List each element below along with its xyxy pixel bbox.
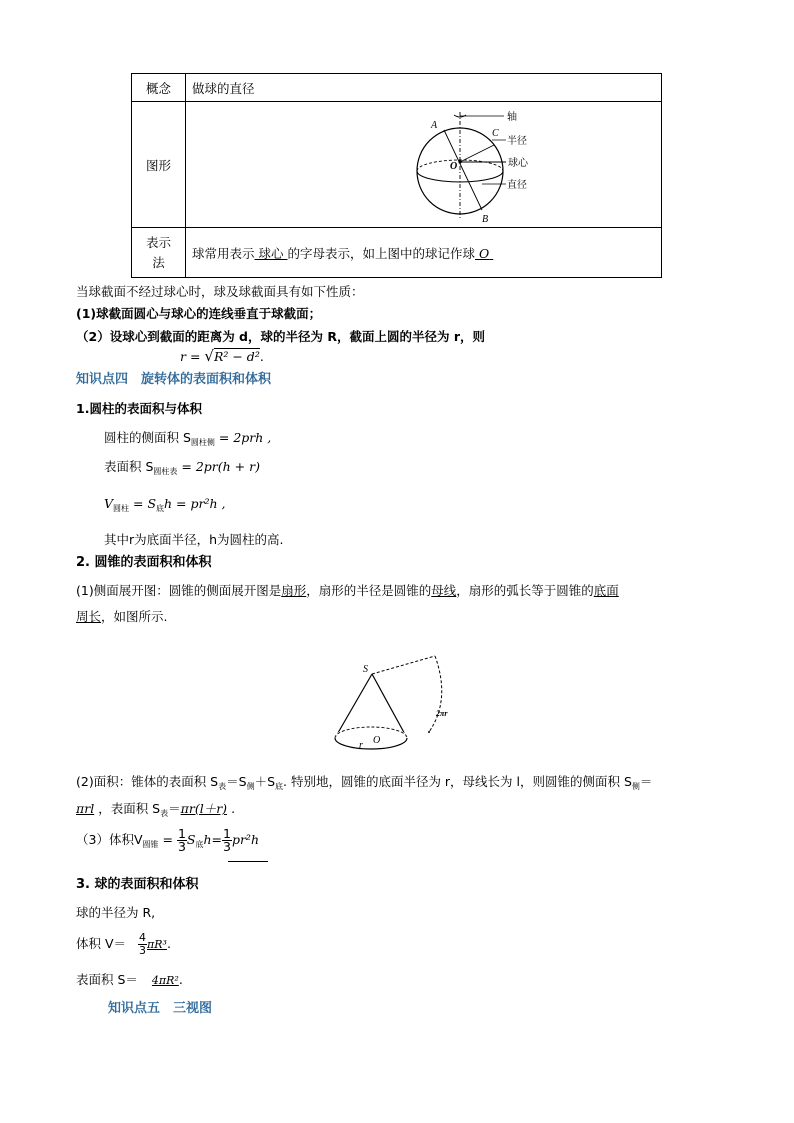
- cone-p2-line2: πrl ，表面积 $S_表=\pi r(l+r)$ .: [76, 801, 236, 818]
- sphere-table: [131, 73, 662, 278]
- blank-sphere-center: 球心: [258, 245, 284, 261]
- cone-label-O: O: [373, 735, 381, 746]
- cone-diagram: [325, 650, 475, 760]
- cyl-note: 其中r为底面半径，h为圆柱的高.: [104, 532, 284, 547]
- blank-sphere-name: O: [479, 245, 490, 261]
- cone-label-r: r: [359, 740, 363, 751]
- cone-volume: （3）体积$V_{圆锥}$ = $\frac{1}{3}$ $S_底h=$ $\frac{1}{3}$ pr²h: [76, 826, 259, 854]
- cyl-volume: $V_{圆柱} = S_底h = pr^2h$ ,: [104, 496, 226, 513]
- kp4-title: 知识点四 旋转体的表面积和体积: [76, 372, 272, 387]
- cone-heading: 2. 圆锥的表面积和体积: [76, 555, 212, 570]
- sphere-surface: 表面积 S＝ 4πR².: [76, 972, 183, 987]
- sphere-heading: 3. 球的表面积和体积: [76, 877, 199, 892]
- row-key-figure: 图形: [132, 102, 186, 228]
- label-B: B: [482, 214, 489, 225]
- cyl-surface: 表面积 $S_{圆柱表} = 2pr(h + r)$: [104, 459, 260, 476]
- label-A: A: [431, 120, 438, 131]
- cyl-lateral: 圆柱的侧面积 $S_{圆柱侧} = 2prh$ ,: [104, 430, 272, 447]
- label-C: C: [492, 128, 499, 139]
- sphere-cut-prop2: （2）设球心到截面的距离为 d，球的半径为 R，截面上圆的半径为 r，则: [76, 329, 485, 344]
- row-key-concept: 概念: [132, 74, 186, 102]
- sphere-diagram: [186, 102, 661, 227]
- sphere-cut-formula: r = √R² − d².: [180, 347, 264, 365]
- cone-label-S: S: [363, 664, 368, 675]
- sphere-radius: 球的半径为 R,: [76, 905, 156, 920]
- cone-label-arc: 2πr: [436, 709, 448, 718]
- sphere-cut-prop1: (1)球截面圆心与球心的连线垂直于球截面；: [76, 306, 322, 321]
- row-key-notation: 表示 法: [132, 228, 186, 278]
- label-axis: 轴: [507, 112, 517, 123]
- cone-p1-line2: 周长，如图所示.: [76, 609, 168, 624]
- cyl-heading: 1.圆柱的表面积与体积: [76, 401, 202, 416]
- cone-volume-underline: [228, 861, 268, 862]
- row-value-notation: 球常用表示 球心 的字母表示，如上图中的球记作球 O: [186, 228, 662, 278]
- label-radius: 半径: [507, 136, 527, 147]
- kp5-title: 知识点五 三视图: [108, 1001, 213, 1016]
- sphere-cut-intro: 当球截面不经过球心时，球及球截面具有如下性质：: [76, 284, 364, 299]
- label-diameter: 直径: [507, 180, 527, 191]
- cone-p2-line1: (2)面积：锥体的表面积 $S_表=S_侧+S_底$. 特别地，圆锥的底面半径为 r，母线长为 l，则圆锥的侧面积 $S_侧=$: [76, 774, 653, 791]
- cone-p1-line1: (1)侧面展开图：圆锥的侧面展开图是扇形，扇形的半径是圆锥的母线，扇形的弧长等于圆锥的底面: [76, 583, 619, 598]
- row-value-concept: 做球的直径: [186, 74, 662, 102]
- sphere-volume: 体积 V＝ $\frac{4}{3}$ πR³.: [76, 931, 171, 957]
- label-center: 球心: [508, 158, 528, 169]
- sphere-figure-cell: [186, 102, 662, 228]
- label-O: O: [450, 161, 458, 172]
